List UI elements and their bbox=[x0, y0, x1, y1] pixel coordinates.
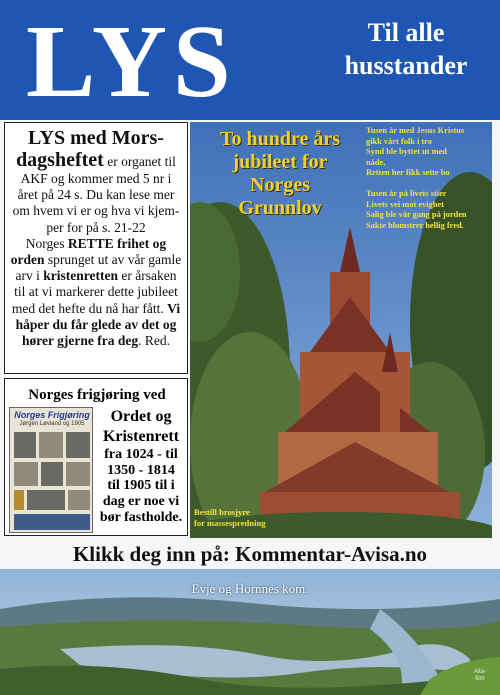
intro-p2-f: Vi håper du får glede av det og hører gjerne fra deg bbox=[15, 300, 181, 349]
intro-paragraph-2 bbox=[10, 236, 182, 349]
tagline-line-2: husstander bbox=[344, 51, 468, 80]
history-line-3: til 1905 til i bbox=[107, 478, 175, 494]
booklet-photo bbox=[14, 462, 38, 486]
masthead bbox=[0, 0, 500, 120]
cover-title-line-3: Norges bbox=[250, 174, 310, 196]
history-text-big-1: Ordet og bbox=[110, 408, 172, 425]
history-heading: Norges frigjøring ved bbox=[28, 387, 166, 403]
booklet-title: Norges Frigjøring bbox=[14, 410, 90, 420]
jubilee-cover-image bbox=[190, 122, 492, 538]
poem-line: Tusen år på livets stier bbox=[366, 188, 447, 198]
poem-line: Synd ble byttet ut med bbox=[366, 147, 447, 157]
cover-title-line-2: jubileet for bbox=[232, 151, 328, 173]
panorama-photo bbox=[0, 569, 500, 695]
booklet-subtitle: Jørgen Løvland og 1905 bbox=[19, 421, 85, 427]
history-line-2: 1350 - 1814 bbox=[107, 462, 175, 478]
intro-p2-c: sprunget ut av vår gamle arv i bbox=[15, 252, 182, 284]
booklet-photo bbox=[41, 462, 63, 486]
booklet-photo bbox=[14, 490, 24, 510]
intro-heading-line-2: dagsheftet bbox=[16, 149, 104, 171]
intro-p2-d: kristenretten bbox=[43, 268, 118, 284]
order-line-2: for massespredning bbox=[194, 517, 266, 528]
history-line-5: bør fastholde. bbox=[99, 509, 183, 525]
intro-p1-text: er organet til AKF og kommer med 5 nr i året på 24 s. Du kan lese mer om hvem vi er og hva vi kjem-per for på s. 21-22 bbox=[12, 154, 180, 235]
masthead-logo: LYS bbox=[26, 4, 237, 119]
poem-line: gikk vårt folk i tro bbox=[366, 136, 432, 146]
tagline-line-1: Til alle bbox=[367, 18, 445, 47]
poem-line: Tusen år med Jesus Kristus bbox=[366, 126, 465, 135]
poem-line: nåde, bbox=[366, 157, 386, 167]
credit-line-2: film bbox=[475, 676, 485, 682]
intro-p2-b: RETTE frihet og orden bbox=[10, 235, 167, 268]
photo-credit bbox=[462, 669, 498, 683]
website-link[interactable]: Klikk deg inn på: Kommentar-Avisa.no bbox=[72, 542, 428, 566]
masthead-tagline bbox=[322, 16, 490, 82]
order-line-1: Bestill brosjyre bbox=[194, 507, 250, 517]
cover-poem bbox=[366, 126, 492, 231]
poem-line: Livets vei mot evighet bbox=[366, 199, 444, 209]
history-box bbox=[4, 378, 188, 536]
booklet-photo bbox=[68, 490, 90, 510]
intro-p2-e: er årsaken til at vi markerer dette jubileet med det hefte du nå har fått. bbox=[11, 268, 178, 316]
booklet-photo bbox=[66, 432, 90, 458]
intro-paragraph-1 bbox=[10, 149, 182, 236]
history-text bbox=[95, 407, 187, 526]
history-text-big-2: Kristenrett bbox=[102, 428, 180, 445]
booklet-photo bbox=[39, 432, 63, 458]
poem-line: Retten her fikk sette bo bbox=[366, 168, 450, 178]
booklet-photo bbox=[14, 432, 36, 458]
intro-p2-g: . Red. bbox=[138, 333, 170, 349]
order-brochure-text bbox=[194, 507, 266, 528]
intro-p2-a: Norges bbox=[25, 235, 68, 251]
booklet-cover-image bbox=[9, 407, 93, 533]
poem-line: Salig ble vår gang på jorden bbox=[366, 210, 467, 220]
booklet-photo bbox=[14, 514, 90, 530]
poem-line: Sakte blomstrer hellig fred. bbox=[366, 220, 464, 230]
credit-line-1: Alta- bbox=[473, 669, 487, 675]
intro-heading bbox=[10, 127, 182, 149]
history-line-4: dag er noe vi bbox=[102, 494, 180, 510]
intro-box bbox=[4, 122, 188, 374]
history-line-1: fra 1024 - til bbox=[104, 447, 178, 462]
intro-heading-line-1: LYS med Mors- bbox=[28, 127, 164, 149]
booklet-photo bbox=[27, 490, 65, 510]
panorama-caption: Evje og Hornnes kom. bbox=[191, 581, 309, 596]
cover-title-line-1: To hundre års bbox=[219, 128, 341, 150]
booklet-photo bbox=[66, 462, 90, 486]
cover-title bbox=[192, 128, 368, 220]
cover-title-line-4: Grunnlov bbox=[238, 197, 322, 219]
